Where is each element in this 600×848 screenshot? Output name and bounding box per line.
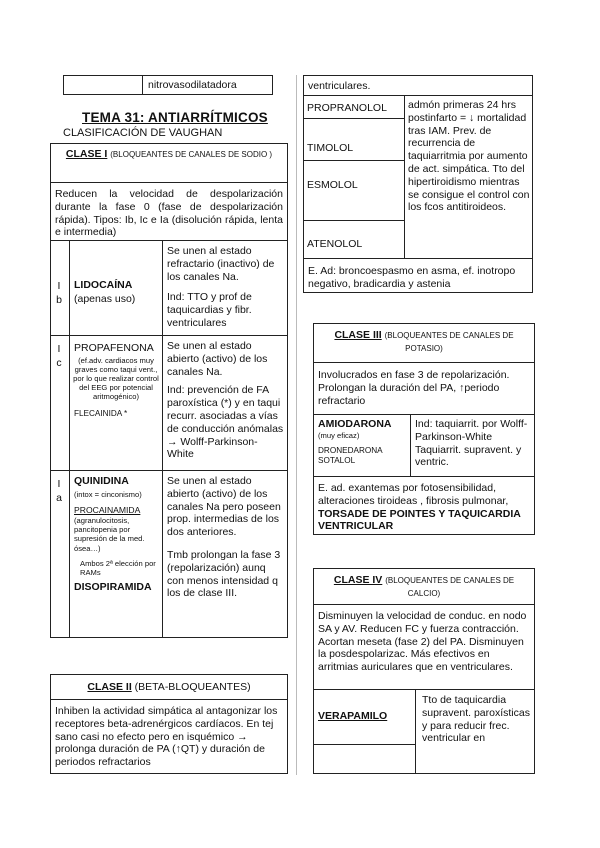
class-4-drug-sep xyxy=(314,744,415,745)
lidocaina-note: (apenas uso) xyxy=(74,292,136,305)
class-2-text: Inhiben la actividad simpática al antagonizar los receptores beta-adrenérgicos cardíacos. En tej sano casi no efecto pero en isquémico → prolonga duración de PA (↑QT) y duración de periodos refractarios xyxy=(51,699,287,773)
class-1b-tag-2: b xyxy=(56,294,62,307)
procainamida-note: (agranulocitosis, pancitopenia por supresión de la med. ósea…) xyxy=(74,516,145,553)
amiodarona-name: AMIODARONA xyxy=(318,418,392,430)
class-1b-mech: Se unen al estado refractario (inactivo) de los canales Na. xyxy=(167,245,275,283)
propafenona-name: PROPAFENONA xyxy=(74,342,154,354)
esmolol-name: ESMOLOL xyxy=(307,179,358,191)
class-1c-tag-2: c xyxy=(56,357,62,370)
class-1a-mech: Se unen al estado abierto (activo) de los canales Na pero poseen prop. intermedias de los dos anteriores. xyxy=(167,475,281,539)
class-1a-tag xyxy=(54,477,64,505)
class-1c-ind: Ind: prevención de FA paroxística (*) y en taqui recurr. asociadas a vías de conducción anómalas → Wolff-Parkinson-White xyxy=(167,384,284,461)
class-2-uses: admón primeras 24 hrs postinfarto = ↓ mortalidad tras IAM. Prev. de recurrencia de taquiarritmia por aumento de act. simpática. Tto del hipertiroidismo mientras se consigue el control con los fcos antitiroideos. xyxy=(408,99,530,214)
procainamida-name: PROCAINAMIDA xyxy=(74,504,141,515)
class-3-name: CLASE III xyxy=(334,329,382,341)
class-2-cont-text: ventriculares. xyxy=(308,80,371,92)
class-1b-ind: Ind: TTO y prof de taquicardias y fibr. ventriculares xyxy=(167,291,252,329)
class-2-cont-table xyxy=(303,75,533,293)
class-2-drug-sep-1 xyxy=(304,118,404,119)
page-title: TEMA 31: ANTIARRÍTMICOS xyxy=(82,110,268,125)
class-3-desc: (BLOQUEANTES DE CANALES DE POTASIO) xyxy=(384,331,514,353)
class-3-ind: Ind: taquiarrit. por Wolff-Parkinson-White Taquiarrit. supravent. y ventric. xyxy=(415,418,528,469)
class-1a-mech-cell xyxy=(162,471,287,638)
disopiramida-name: DISOPIRAMIDA xyxy=(74,580,152,593)
class-1b-tag-1: I xyxy=(57,280,61,292)
class-3-adverse: E. ad. exantemas por fotosensibilidad, alteraciones tiroideas , fibrosis pulmonar, xyxy=(318,482,509,507)
class-4-drug-col xyxy=(314,690,416,774)
class-4-ind: Tto de taquicardia supravent. paroxísticas y para reducir frec. ventricular en xyxy=(422,694,530,745)
class-4-desc: (BLOQUEANTES DE CANALES DE CALCIO) xyxy=(385,576,515,598)
class-2-drug-col xyxy=(304,96,405,259)
class-4-header xyxy=(314,574,534,600)
class-2-drug-sep-3 xyxy=(304,220,404,221)
timolol-name: TIMOLOL xyxy=(307,142,354,154)
class-1b-tag xyxy=(54,279,64,307)
class-3-drug-cell xyxy=(314,415,411,477)
class-2-drugs-area xyxy=(304,95,532,258)
class-1b-row xyxy=(51,240,287,335)
lidocaina-name: LIDOCAÍNA xyxy=(74,279,133,291)
top-table-left-cell xyxy=(64,76,143,94)
class-2-header xyxy=(51,681,287,694)
class-3-intro: Involucrados en fase 3 de repolarización. Prolongan la duración del PA, ↑periodo refractario xyxy=(314,362,534,414)
class-1a-tag-2: a xyxy=(56,492,62,505)
class-1-header xyxy=(51,148,287,161)
class-3-table xyxy=(313,323,535,535)
class-4-table xyxy=(313,568,535,774)
class-1a-drug-cell xyxy=(69,471,162,638)
class-4-intro: Disminuyen la velocidad de conduc. en nodo SA y AV. Reducen FC y fuerza contracción. Acortan meseta (fase 2) del PA. Disminuyen la posdespolarizac. Más efectivos en arritmias auriculares que en ventriculares. xyxy=(314,604,534,689)
top-table-right-cell: nitrovasodilatadora xyxy=(148,79,237,91)
class-2-adverse: E. Ad: broncoespasmo en asma, ef. inotropo negativo, bradicardia y astenia xyxy=(304,258,532,293)
propranolol-name: PROPRANOLOL xyxy=(307,102,387,114)
dronedarona-name: DRONEDARONA xyxy=(318,445,383,455)
class-2-drug-sep-2 xyxy=(304,160,404,161)
class-1b-drug-cell xyxy=(69,241,162,336)
sotalol-name: SOTALOL xyxy=(318,455,356,465)
class-2-desc: (BETA-BLOQUEANTES) xyxy=(134,681,251,693)
class-2-table xyxy=(50,674,288,774)
class-3-drug-row xyxy=(314,414,534,476)
class-3-header xyxy=(314,329,534,355)
class-1c-tag-1: I xyxy=(57,343,61,355)
procainamida-extra: Ambos 2ª elección por RAMs xyxy=(80,558,156,577)
atenolol-name: ATENOLOL xyxy=(307,238,363,250)
class-1-intro: Reducen la velocidad de despolarización durante la fase 0 (fase de despolarización rápida). Tipos: Ib, Ic e Ia (disolución rápida, lenta e intermedia) xyxy=(51,182,287,240)
class-4-name: CLASE IV xyxy=(333,574,383,586)
page-subtitle: CLASIFICACIÓN DE VAUGHAN xyxy=(63,127,223,139)
class-1a-row xyxy=(51,470,287,637)
propafenona-note: (ef.adv. cardiacos muy graves como taqui vent., por lo que realizar control del EEG por potencial aritmogénico) xyxy=(73,355,159,402)
verapamilo-name: VERAPAMILO xyxy=(318,710,388,722)
class-1c-mech: Se unen al estado abierto (activo) de los canales Na. xyxy=(167,340,268,378)
class-3-adverse-bold: TORSADE DE POINTES Y TAQUICARDIA VENTRICULAR xyxy=(318,507,521,533)
flecainida-name: FLECAINIDA * xyxy=(74,409,128,419)
class-1-desc: (BLOQUEANTES DE CANALES DE SODIO ) xyxy=(110,150,273,159)
class-1c-row xyxy=(51,335,287,470)
class-1c-drug-cell xyxy=(69,336,162,471)
class-1c-tag xyxy=(54,342,64,370)
quinidina-note: (intox = cinconismo) xyxy=(74,489,142,499)
class-1-table xyxy=(50,143,288,638)
class-4-drug-row xyxy=(314,689,534,773)
class-3-adverse-cell xyxy=(314,476,534,534)
amiodarona-note: (muy eficaz) xyxy=(318,430,360,440)
class-1b-mech-cell xyxy=(162,241,287,336)
class-2-name: CLASE II xyxy=(87,681,132,693)
class-1a-tag-1: I xyxy=(57,478,61,490)
class-1c-mech-cell xyxy=(162,336,287,471)
class-1-name: CLASE I xyxy=(65,148,108,160)
class-1a-extra: Tmb prolongan la fase 3 (repolarización) aunq con menos intensidad q los de clase III. xyxy=(167,548,281,600)
column-divider xyxy=(296,75,297,775)
top-table xyxy=(63,75,273,95)
quinidina-name: QUINIDINA xyxy=(74,475,129,487)
